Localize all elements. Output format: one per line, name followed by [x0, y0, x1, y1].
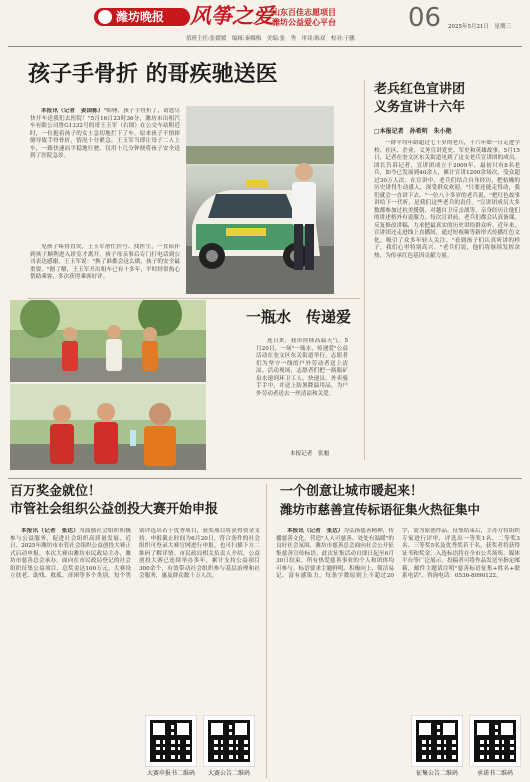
charity-qr-label-2: 大赛公告二维码 — [207, 770, 250, 777]
middle-rule — [8, 478, 522, 479]
charity-body — [10, 528, 260, 714]
lead-body-1 — [30, 108, 180, 242]
masthead — [0, 0, 530, 34]
logo-circle-icon — [98, 10, 112, 24]
slogan-body — [276, 528, 520, 714]
lead-body-2 — [30, 244, 180, 290]
taxi-driver-photo — [186, 106, 334, 294]
slogan-qr-code-1[interactable] — [412, 716, 462, 766]
veteran-body — [374, 140, 520, 456]
masthead-rule — [8, 46, 522, 47]
water-photo-1 — [10, 300, 206, 382]
veteran-column-rule — [364, 80, 365, 460]
charity-qr-code-1[interactable] — [146, 716, 196, 766]
bottom-column-rule — [266, 484, 267, 778]
masthead-slogan-2: 潍坊公益爱心平台 — [272, 18, 336, 27]
slogan-qr-label-1: 征集公告二维码 — [415, 770, 458, 777]
water-paragraph: 连日来，我市持续高温天气。5月20日，一场"一瓶水，传递爱"公益活动在奎文区东关街道举行，志愿者们为坚守一线的户外劳动者送上清凉。活动现场，志愿者们把一瓶瓶矿泉水递到环卫工人、快递员、外卖骑手手中，并送上防暑降温用品，为户外劳动者送去一丝清凉和关爱。 — [256, 338, 348, 397]
masthead-slogan-1: 山东百佳志愿项目 — [272, 8, 336, 17]
logo-text: 潍坊晚报 — [116, 10, 165, 24]
water-headline: 一瓶水 传递爱 — [246, 308, 352, 326]
slogan-qr-code-2[interactable] — [470, 716, 520, 766]
section-title: 风筝之爱 — [190, 3, 274, 28]
charity-paragraph: 为鼓励社会组织积极参与公益服务，促进社会组织高质量发展，近日，2025年潍坊市市管社会组织公益创投大赛正式启动申报。本次大赛由潍坊市民政局主办，潍坊市慈善总会承办，面向在市民政局登记的社会组织征集公益项目，总奖金达100万元。大赛设立扶老、助残、救孤、济困等多个类别，每个类别评选出若干优秀项目，获奖项目将获得资金支持。申报截止时间为6月20日，符合条件的社会组织可登录大赛官网进行申报，也可扫描下方二维码了解详情。市民政局相关负责人介绍，公益创投大赛已连续举办多年，累计支持公益项目300余个，有效带动社会组织参与基层治理和社会服务，惠及群众数十万人次。 — [10, 528, 260, 579]
water-photo-2 — [10, 384, 206, 470]
slogan-headline-2: 潍坊市慈善宣传标语征集火热征集中 — [280, 502, 481, 517]
lead-paragraph-2: 见孩子疼得直哭，王玉军帮忙挂号、找医生，一直陪伴到孩子顺利进入诊室才离开。孩子母亲事后专门打电话到公司表达感谢。王玉军说："换了谁都会这么做，孩子的安全最重要。"据了解，王玉军开出租车已有十多年，平时经常热心帮助乘客，多次获得乘客好评。 — [30, 244, 180, 280]
lead-byline: 本报讯（记者 姜国栋） — [41, 108, 104, 114]
veteran-paragraph: 一群平均年龄超过七十岁的老兵，十六年如一日走进学校、社区、企业，义务宣讲党史、军史和英雄故事。5月15日，记者在奎文区东关街道见到了这支老兵宣讲团的成员。团长告诉记者，宣讲团成立于2009年，最初只有8名老兵，如今已发展到40余人，累计宣讲1200余场次，受众超过30万人次。在宣讲中，老兵们结合自身经历，把枯燥的历史讲得生动感人，深受群众欢迎。"只要还能走得动，我们就会一直讲下去。"一位八十多岁的老兵说，"把红色故事讲给下一代听，是我们这些老兵的责任。"宣讲团成员大多数都参加过抗美援朝、对越自卫反击战等，亲身经历让他们的讲述格外有说服力。每次宣讲前，老兵们都会认真备课，反复修改讲稿，力求把最真实的历史讲给群众听。近年来，宣讲团还走进线上直播间，通过短视频等新形式传播红色文化，吸引了众多年轻人关注。"看到孩子们认真听讲的样子，我们心里特别高兴。"老兵们说，他们将继续发挥余热，为传承红色基因贡献力量。 — [374, 140, 520, 259]
charity-byline: 本报讯（记者 张达） — [21, 528, 79, 534]
charity-headline-2: 市管社会组织公益创投大赛开始申报 — [10, 502, 219, 517]
charity-headline-1: 百万奖金就位！ — [10, 484, 102, 499]
slogan-byline: 本报讯（记者 张达） — [287, 528, 344, 534]
charity-qr-label-1: 大赛申报书二维码 — [146, 770, 195, 777]
credits-line: 值班主任:张媛媛 编辑:秦娜梅 美编:张 秀 审读:陈双 校对:于鹏 — [186, 36, 355, 42]
lead-paragraph-1: "师傅，孩子手骨折了，请您尽快开车送我们去医院！"5月16日23时36分，潍坊市出租汽车有限公司鲁G1332号的哥王玉军（右图）在公交车站附近时，一位抱着孩子的女士急切地拦下了车。原来孩子不慎摔倒导致手骨骨折，情况十分紧急。王玉军当即让母子二人上车，一路快速而平稳地行驶，仅用十几分钟便将孩子安全送到了医院急诊。 — [30, 108, 180, 159]
veteran-headline-1: 老兵红色宣讲团 — [374, 82, 466, 97]
veteran-headline-2: 义务宣讲十六年 — [374, 100, 466, 115]
veteran-byline: □本报记者 孙希明 朱小艳 — [374, 128, 452, 135]
water-byline: 本报记者 张魁 — [290, 451, 330, 457]
slogan-headline-1: 一个创意让城市暖起来！ — [280, 484, 424, 499]
lead-bottom-rule — [28, 298, 360, 299]
water-body — [256, 338, 348, 448]
slogan-qr-label-2: 承诺书二维码 — [476, 770, 513, 777]
charity-qr-code-2[interactable] — [204, 716, 254, 766]
slogan-paragraph: 为弘扬慈善精神，传播慈善文化，营造"人人可慈善、处处有温暖"的良好社会氛围，潍坊市慈善总会面向社会公开征集慈善宣传标语。此次征集活动自即日起至6月30日结束，所有热爱慈善事业的个人和团体均可参与。标语要求主题鲜明、积极向上、简洁易记、富有感染力，每条字数原则上不超过20字，需为原创作品。征集结束后，主办方将组织专家进行评审，评选出一等奖1名、二等奖3名、三等奖5名及优秀奖若干名，获奖者将获得证书和奖金。入选标语将在全市公共场所、媒体平台等广泛展示。投稿者可将作品发送至指定邮箱，邮件主题请注明"慈善标语征集+姓名+联系电话"。咨询电话：0536-8090122。 — [276, 528, 520, 579]
page-number: 06 — [408, 3, 442, 33]
issue-date: 2025年5月21日 星期三 — [448, 24, 511, 30]
lead-headline: 孩子手骨折 的哥疾驰送医 — [28, 62, 278, 87]
